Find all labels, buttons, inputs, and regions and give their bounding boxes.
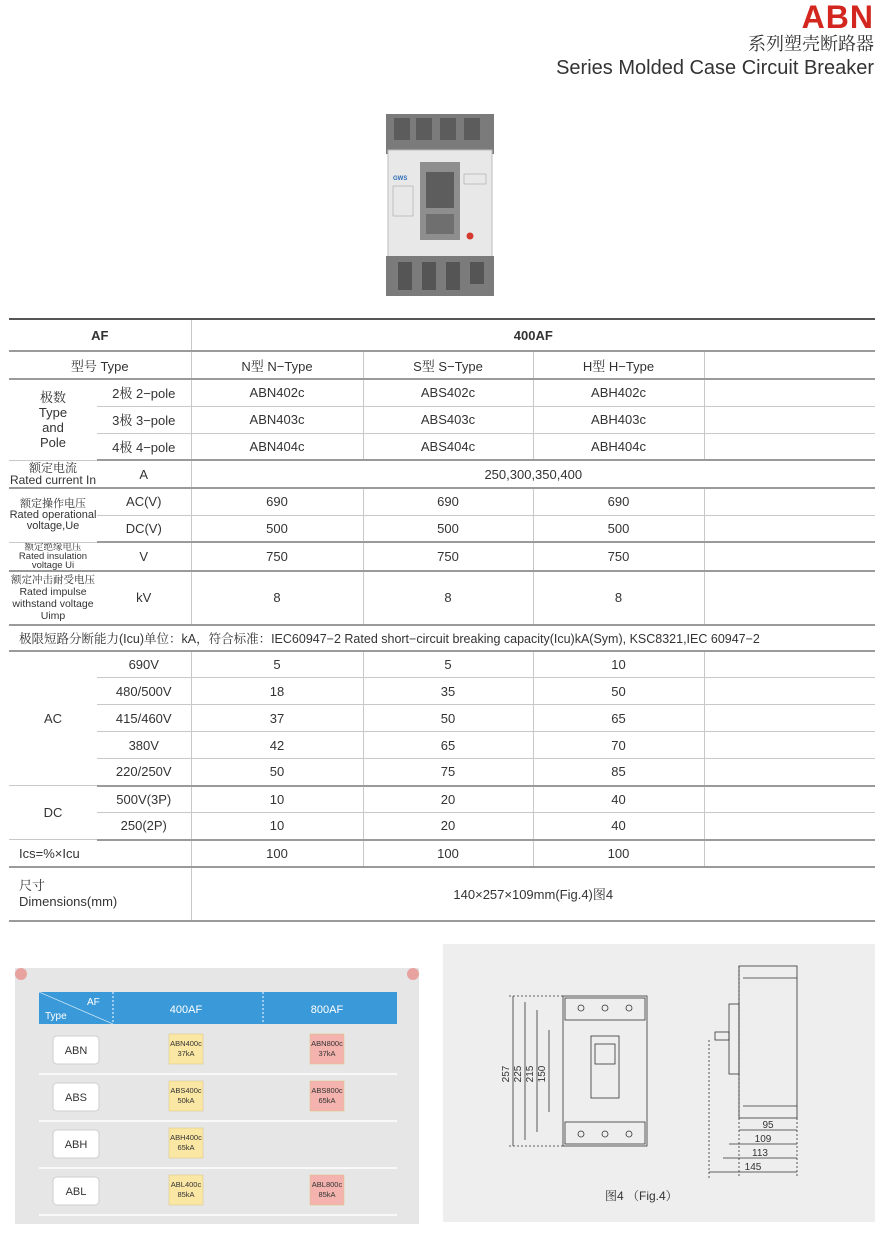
value-cell: 10	[191, 786, 363, 813]
value-cell: 40	[533, 786, 704, 813]
dc-label: DC	[9, 786, 97, 840]
model-badge-text: 37kA	[177, 1049, 195, 1058]
value-cell: 85	[533, 759, 704, 786]
model-cell: ABN404c	[191, 433, 363, 460]
rated-voltage-label: 额定操作电压 Rated operational voltage,Ue	[9, 488, 97, 542]
value-cell: 20	[363, 813, 533, 840]
dim-145: 145	[744, 1162, 762, 1173]
model-cell: ABH402c	[533, 379, 704, 406]
col-type: Type	[45, 1011, 67, 1022]
value-cell: 35	[363, 678, 533, 705]
model-badge-text: 65kA	[318, 1096, 336, 1105]
model-badge-text: ABL400c	[170, 1180, 202, 1189]
voltage-cell: 690V	[97, 651, 191, 678]
value-cell: 10	[533, 651, 704, 678]
type-name: ABN	[64, 1045, 88, 1057]
value-cell: 18	[191, 678, 363, 705]
type-s: S型 S−Type	[363, 351, 533, 379]
model-badge-text: ABH400c	[170, 1133, 202, 1142]
pole-label: 极数 Type and Pole	[9, 379, 97, 460]
value-cell: 750	[363, 542, 533, 571]
value-cell: 65	[533, 705, 704, 732]
dim-95: 95	[762, 1120, 774, 1131]
rated-current-value: 250,300,350,400	[191, 460, 875, 488]
type-n: N型 N−Type	[191, 351, 363, 379]
value-cell: 65	[363, 732, 533, 759]
dimensions-value: 140×257×109mm(Fig.4)图4	[191, 867, 875, 921]
type-name: ABS	[64, 1092, 88, 1104]
value-cell: 42	[191, 732, 363, 759]
brand-logo: GWS	[393, 176, 408, 182]
ac-label: AC	[9, 651, 97, 786]
brand-title: ABN	[801, 0, 874, 35]
value-cell: 8	[191, 571, 363, 625]
pole-3: 3极 3−pole	[97, 406, 191, 433]
dimension-figure	[443, 944, 875, 1222]
page-header	[556, 2, 874, 80]
af-label: AF	[9, 319, 191, 351]
model-badge-text: 85kA	[318, 1190, 336, 1199]
breaker-photo	[384, 114, 496, 296]
pole-2: 2极 2−pole	[97, 379, 191, 406]
value-cell: 690	[191, 488, 363, 515]
insulation-label: 额定绝缘电压 Rated insulation voltage Ui	[9, 542, 97, 571]
model-badge-text: ABN800c	[311, 1039, 343, 1048]
value-cell: 8	[363, 571, 533, 625]
value-cell: 50	[363, 705, 533, 732]
model-badge-text: ABL800c	[311, 1180, 343, 1189]
voltage-cell: 220/250V	[97, 759, 191, 786]
model-cell: ABH404c	[533, 433, 704, 460]
col-af: AF	[87, 997, 100, 1008]
dc-unit: DC(V)	[97, 515, 191, 542]
type-name: ABL	[65, 1186, 87, 1198]
ac-unit: AC(V)	[97, 488, 191, 515]
selector-chart	[11, 962, 431, 1226]
model-cell: ABS403c	[363, 406, 533, 433]
dim-109: 109	[754, 1134, 772, 1145]
value-cell: 10	[191, 813, 363, 840]
dim-225: 225	[513, 1065, 524, 1083]
type-name: ABH	[64, 1139, 88, 1151]
af-value: 400AF	[191, 319, 875, 351]
value-cell: 5	[191, 651, 363, 678]
impulse-label: 额定冲击耐受电压 Rated impulse withstand voltage Uimp	[9, 571, 97, 625]
value-cell: 750	[533, 542, 704, 571]
ics-label: Ics=%×Icu	[9, 840, 191, 867]
model-cell: ABS402c	[363, 379, 533, 406]
value-cell: 8	[533, 571, 704, 625]
model-badge-text: 65kA	[177, 1143, 195, 1152]
value-cell: 37	[191, 705, 363, 732]
value-cell: 70	[533, 732, 704, 759]
voltage-cell: 250(2P)	[97, 813, 191, 840]
value-cell: 500	[191, 515, 363, 542]
voltage-cell: 415/460V	[97, 705, 191, 732]
dim-113: 113	[752, 1148, 768, 1159]
value-cell: 690	[363, 488, 533, 515]
value-cell: 75	[363, 759, 533, 786]
col-800af: 800AF	[310, 1004, 344, 1016]
type-label: 型号 Type	[9, 351, 191, 379]
value-cell: 5	[363, 651, 533, 678]
model-badge-text: ABS400c	[170, 1086, 202, 1095]
value-cell: 40	[533, 813, 704, 840]
impulse-unit: kV	[97, 571, 191, 625]
model-badge-text: 50kA	[177, 1096, 195, 1105]
model-cell: ABN402c	[191, 379, 363, 406]
figure-caption: 图4 （Fig.4）	[605, 1189, 678, 1203]
dim-257: 257	[501, 1065, 512, 1083]
pole-4: 4极 4−pole	[97, 433, 191, 460]
spec-table	[9, 318, 875, 922]
voltage-cell: 500V(3P)	[97, 786, 191, 813]
value-cell: 500	[363, 515, 533, 542]
model-cell: ABN403c	[191, 406, 363, 433]
model-badge-text: 37kA	[318, 1049, 336, 1058]
model-badge-text: ABS800c	[311, 1086, 343, 1095]
value-cell: 750	[191, 542, 363, 571]
model-badge-text: ABN400c	[170, 1039, 202, 1048]
model-cell: ABS404c	[363, 433, 533, 460]
breaking-title: 极限短路分断能力(Icu)单位：kA，符合标准：IEC60947−2 Rated short−circuit breaking capacity(Icu)kA(Sym), KSC8321,IEC 60947−2	[9, 625, 875, 651]
voltage-cell: 480/500V	[97, 678, 191, 705]
value-cell: 690	[533, 488, 704, 515]
value-cell: 20	[363, 786, 533, 813]
type-h: H型 H−Type	[533, 351, 704, 379]
col-400af: 400AF	[169, 1004, 203, 1016]
value-cell: 100	[363, 840, 533, 867]
dimensions-label: 尺寸 Dimensions(mm)	[9, 867, 191, 921]
dim-150: 150	[537, 1065, 548, 1083]
value-cell: 100	[533, 840, 704, 867]
model-cell: ABH403c	[533, 406, 704, 433]
value-cell: 100	[191, 840, 363, 867]
voltage-cell: 380V	[97, 732, 191, 759]
rated-current-unit: A	[97, 460, 191, 488]
model-badge-text: 85kA	[177, 1190, 195, 1199]
insulation-unit: V	[97, 542, 191, 571]
value-cell: 500	[533, 515, 704, 542]
value-cell: 50	[533, 678, 704, 705]
dim-215: 215	[525, 1065, 536, 1083]
title-cn: 系列塑壳断路器	[748, 34, 874, 55]
title-en: Series Molded Case Circuit Breaker	[556, 57, 874, 79]
value-cell: 50	[191, 759, 363, 786]
rated-current-label: 额定电流 Rated current In	[9, 460, 97, 487]
